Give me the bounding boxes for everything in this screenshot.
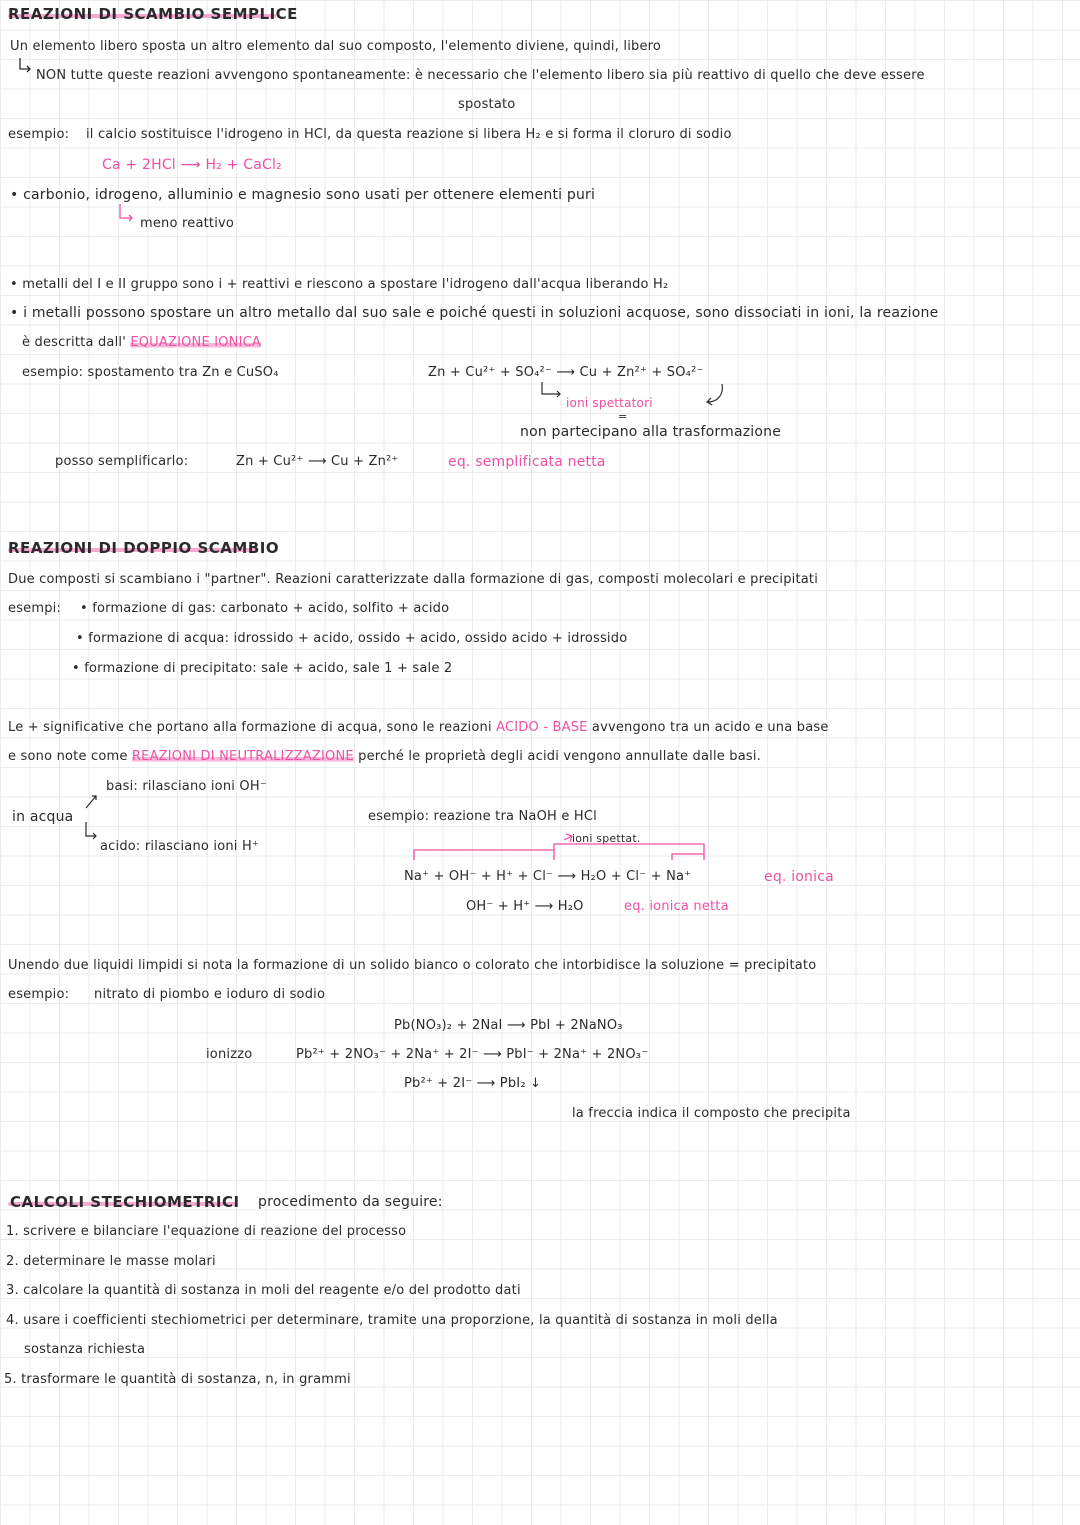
s1-line1: Un elemento libero sposta un altro elemento dal suo composto, l'elemento diviene, quindi, libero — [10, 39, 662, 54]
s2-para2-pre: e sono note come — [8, 749, 128, 764]
step-5: 5. trasformare le quantità di sostanza, n, in grammi — [4, 1372, 351, 1387]
section3-title: CALCOLI STECHIOMETRICI — [10, 1193, 240, 1211]
s1-bullet3b-highlight: EQUAZIONE IONICA — [130, 335, 262, 350]
s1-example2-eq: Zn + Cu²⁺ + SO₄²⁻ ⟶ Cu + Zn²⁺ + SO₄²⁻ — [428, 365, 704, 380]
s2-para1-highlight: ACIDO - BASE — [496, 720, 588, 735]
simplify-note: eq. semplificata netta — [448, 454, 606, 470]
s2-para2-highlight: REAZIONI DI NEUTRALIZZAZIONE — [131, 749, 354, 764]
arrow-note: la freccia indica il composto che precipita — [572, 1106, 851, 1121]
example4-text: nitrato di piombo e ioduro di sodio — [94, 987, 326, 1002]
step-4: 4. usare i coefficienti stechiometrici per determinare, tramite una proporzione, la quantità di sostanza in moli della — [6, 1313, 778, 1328]
s2-line1: Due composti si scambiano i "partner". Reazioni caratterizzate dalla formazione di gas, composti molecolari e precipitati — [8, 572, 819, 587]
s2-para1-pre: Le + significative che portano alla formazione di acqua, sono le reazioni — [8, 720, 492, 735]
example3-label: esempio: reazione tra NaOH e HCl — [368, 809, 597, 824]
hook-arrow-icon-pink — [118, 204, 136, 224]
spectator-note: non partecipano alla trasformazione — [520, 424, 782, 440]
s1-bullet1-note: meno reattivo — [140, 216, 235, 231]
s2-examples-label: esempi: — [8, 601, 62, 616]
s2-ex1: • formazione di gas: carbonato + acido, solfito + acido — [80, 601, 450, 616]
s1-example2-label: esempio: spostamento tra Zn e CuSO₄ — [22, 365, 279, 380]
s1-line2: NON tutte queste reazioni avvengono spontaneamente: è necessario che l'elemento libero sia più reattivo di quello che deve essere — [36, 68, 925, 83]
s1-example-label: esempio: — [8, 127, 70, 142]
step-2: 2. determinare le masse molari — [6, 1254, 216, 1269]
eq-c: Pb²⁺ + 2I⁻ ⟶ PbI₂ ↓ — [404, 1076, 542, 1091]
s1-bullet2: • metalli del I e II gruppo sono i + reattivi e riescono a spostare l'idrogeno dall'acqua liberando H₂ — [10, 277, 669, 292]
ionic-label: eq. ionica — [764, 869, 834, 885]
section3-intro: procedimento da seguire: — [258, 1194, 443, 1210]
in-acqua: in acqua — [12, 809, 74, 825]
section2-title: REAZIONI DI DOPPIO SCAMBIO — [8, 539, 280, 557]
s2-para1-post: avvengono tra un acido e una base — [591, 720, 829, 735]
s1-bullet3: • i metalli possono spostare un altro metallo dal suo sale e poiché questi in soluzioni acquose, sono dissociati in ioni, la reazione — [10, 305, 939, 321]
net-label: eq. ionica netta — [624, 899, 729, 914]
equals-sign: = — [618, 410, 628, 423]
simplify-eq: Zn + Cu²⁺ ⟶ Cu + Zn²⁺ — [236, 454, 399, 469]
ionizzo: ionizzo — [206, 1047, 253, 1062]
s1-example-text: il calcio sostituisce l'idrogeno in HCl, da questa reazione si libera H₂ e si forma il cloruro di sodio — [86, 127, 732, 142]
s2-para1 — [8, 719, 829, 737]
step-1: 1. scrivere e bilanciare l'equazione di reazione del processo — [6, 1224, 407, 1239]
simplify-label: posso semplificarlo: — [55, 454, 189, 469]
hook-arrow-icon — [18, 58, 32, 74]
section1-title: REAZIONI DI SCAMBIO SEMPLICE — [8, 5, 298, 23]
spectator-brackets-icon — [404, 830, 734, 870]
spectator-label: ioni spettatori — [566, 396, 653, 410]
step-4b: sostanza richiesta — [24, 1342, 146, 1357]
s2-ex3: • formazione di precipitato: sale + acido, sale 1 + sale 2 — [72, 661, 453, 676]
step-3: 3. calcolare la quantità di sostanza in moli del reagente e/o del prodotto dati — [6, 1283, 521, 1298]
basi-line: basi: rilasciano ioni OH⁻ — [106, 779, 267, 794]
spectators-short: ioni spettat. — [572, 832, 641, 845]
s1-bullet1: • carbonio, idrogeno, alluminio e magnesio sono usati per ottenere elementi puri — [10, 187, 596, 203]
s1-bullet3b — [22, 334, 261, 352]
example4-label: esempio: — [8, 987, 70, 1002]
branch-arrows-icon — [84, 792, 100, 862]
acido-line: acido: rilasciano ioni H⁺ — [100, 839, 259, 854]
eq-a: Pb(NO₃)₂ + 2NaI ⟶ PbI + 2NaNO₃ — [394, 1018, 623, 1033]
eq-b: Pb²⁺ + 2NO₃⁻ + 2Na⁺ + 2I⁻ ⟶ PbI⁻ + 2Na⁺ + 2NO₃⁻ — [296, 1047, 649, 1062]
s2-ex2: • formazione di acqua: idrossido + acido, ossido + acido, ossido acido + idrossido — [76, 631, 628, 646]
precip-line: Unendo due liquidi limpidi si nota la formazione di un solido bianco o colorato che intorbidisce la soluzione = precipitato — [8, 958, 817, 973]
net-eq: OH⁻ + H⁺ ⟶ H₂O — [466, 899, 584, 914]
s1-example-eq: Ca + 2HCl ⟶ H₂ + CaCl₂ — [102, 157, 282, 173]
s1-line2b: spostato — [458, 97, 516, 112]
s2-para2-post: perché le proprietà degli acidi vengono annullate dalle basi. — [358, 749, 762, 764]
s2-para2 — [8, 748, 761, 766]
ionic-eq: Na⁺ + OH⁻ + H⁺ + Cl⁻ ⟶ H₂O + Cl⁻ + Na⁺ — [404, 869, 692, 884]
s1-bullet3b-pre: è descritta dall' — [22, 335, 126, 350]
